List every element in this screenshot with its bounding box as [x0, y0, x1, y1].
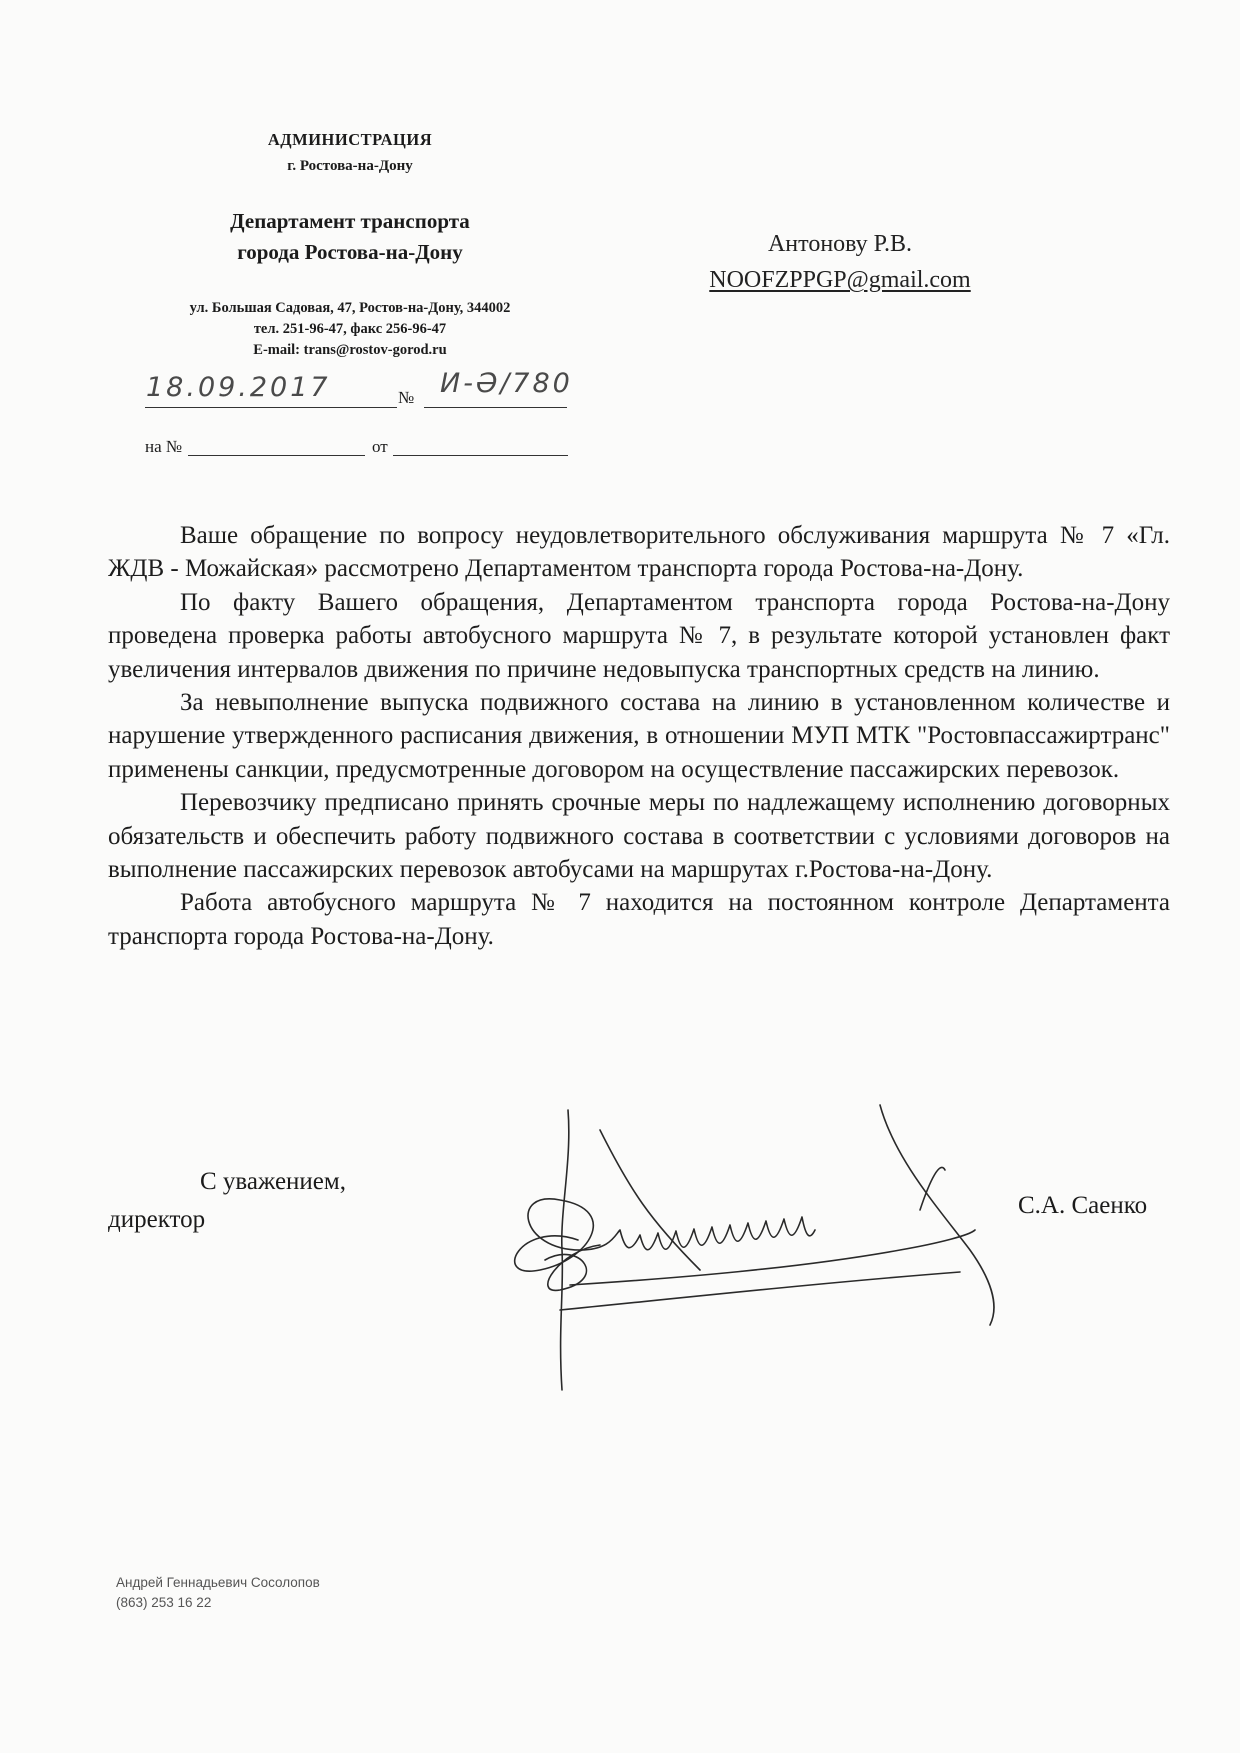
department-line-1: Департамент транспорта — [230, 209, 470, 233]
body-paragraph-3: За невыполнение выпуска подвижного состава на линию в установленном количестве и нарушение утвержденного расписания движения, в отношении МУП МТК "Ростовпассажиртранс" применены санкции, предусмотренные договором на осуществление пассажирских перевозок. — [108, 689, 1170, 783]
letterhead-address: ул. Большая Садовая, 47, Ростов-на-Дону, 344002 — [189, 300, 511, 316]
letterhead-administration: АДМИНИСТРАЦИЯ — [267, 130, 433, 149]
handwritten-signature — [500, 1100, 1020, 1400]
ref-line — [188, 455, 365, 456]
number-line — [424, 407, 567, 408]
registration-number: И-Ә/780 — [440, 368, 573, 399]
footer-executor — [116, 1573, 320, 1613]
body-paragraph-2: По факту Вашего обращения, Департаментом транспорта города Ростова-на-Дону проведена проверка работы автобусного маршрута № 7, в результате которой установлен факт увеличения интервалов движения по причине недовыпуска транспортных средств на линию. — [108, 588, 1170, 683]
letterhead-contacts — [130, 298, 570, 361]
number-label: № — [398, 388, 415, 407]
department-line-2: города Ростова-на-Дону — [237, 240, 463, 264]
closing-position: директор — [108, 1206, 206, 1233]
body-paragraph-5: Работа автобусного маршрута № 7 находится на постоянном контроле Департамента транспорта города Ростова-на-Дону. — [108, 889, 1170, 950]
ref-label: на № — [145, 437, 183, 456]
letterhead-city: г. Ростова-на-Дону — [287, 158, 413, 174]
body-paragraph-1: Ваше обращение по вопросу неудовлетворительного обслуживания маршрута № 7 «Гл. ЖДВ - Можайская» рассмотрено Департаментом транспорта города Ростова-на-Дону. — [108, 522, 1170, 583]
closing-block — [108, 1163, 346, 1239]
addressee-name: Антонову Р.В. — [767, 231, 913, 257]
executor-phone: (863) 253 16 22 — [116, 1595, 212, 1610]
body-paragraph-4: Перевозчику предписано принять срочные меры по надлежащему исполнению договорных обязательств и обеспечить работу подвижного состава в соответствии с условиями договоров на выполнение пассажирских перевозок автобусами на маршрутах г.Ростова-на-Дону. — [108, 789, 1170, 884]
from-label: от — [372, 437, 388, 456]
addressee-email: NOOFZPPGP@gmail.com — [709, 267, 971, 293]
letterhead-department — [180, 206, 520, 268]
registration-date: 18.09.2017 — [146, 372, 331, 403]
letterhead-email: E-mail: trans@rostov-gorod.ru — [253, 342, 447, 358]
executor-name: Андрей Геннадьевич Сосолопов — [116, 1575, 320, 1590]
addressee — [650, 226, 1030, 298]
signatory-name: С.А. Саенко — [1018, 1192, 1148, 1219]
date-line — [145, 407, 397, 408]
from-line — [393, 455, 568, 456]
letterhead-phone: тел. 251-96-47, факс 256-96-47 — [253, 321, 447, 337]
letter-body — [108, 519, 1170, 953]
closing-regards: С уважением, — [200, 1168, 346, 1195]
